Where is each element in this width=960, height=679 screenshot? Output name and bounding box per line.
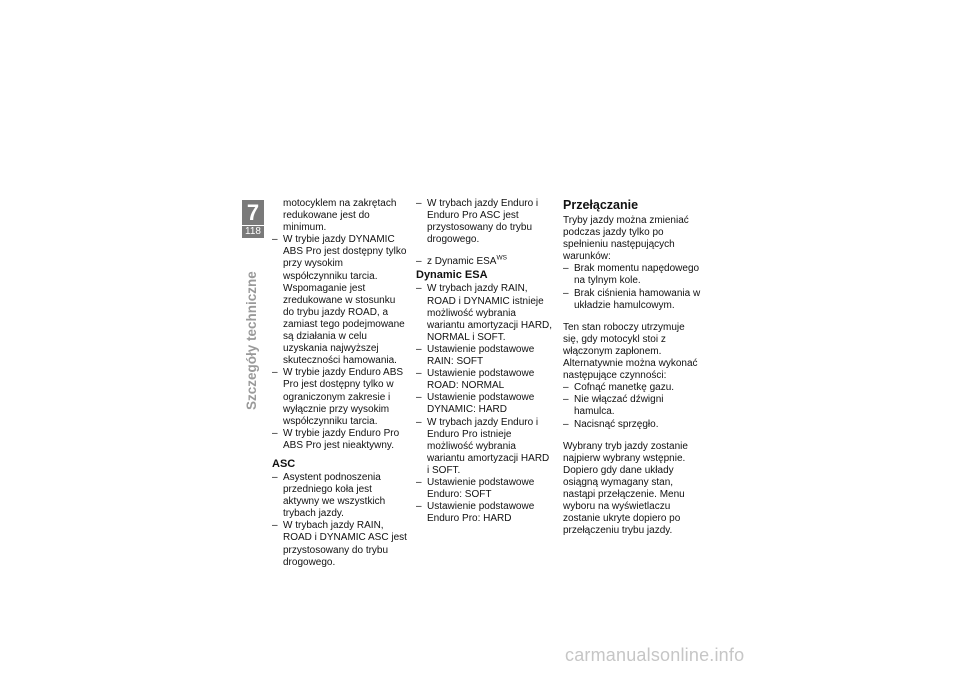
esa-heading: Dynamic ESA: [416, 269, 488, 282]
paragraph: Wybrany tryb jazdy zostanie najpierw wybrany wstępnie. Dopiero gdy dane układy osiągną wymagany stan, nastąpi przełączenie. Menu wyboru na wyświetlaczu zostanie ukryte dopiero po przełączeniu trybu jazdy.: [563, 440, 688, 537]
list-item: – Ustawienie podstawowe Enduro Pro: HARD: [416, 501, 535, 525]
continued-text: motocyklem na zakrętach redukowane jest do minimum.: [283, 198, 397, 234]
list-item: – z Dynamic $ESA^{WS}$: [416, 255, 507, 268]
list-item: – W trybie jazdy Enduro Pro ABS Pro jest nieaktywny.: [272, 427, 400, 451]
esa-condition: [416, 256, 554, 268]
list-item: – Ustawienie podstawowe ROAD: NORMAL: [416, 368, 535, 392]
asc-list: [272, 472, 407, 569]
list-item: – W trybach jazdy Enduro i Enduro Pro istnieje możliwość wybrania wariantu amortyzacji HARD i SOFT.: [416, 416, 550, 476]
page-number: 118: [242, 225, 264, 238]
list-item: – Brak momentu napędowego na tylnym kole.: [563, 263, 700, 287]
list-item: – Cofnąć manetkę gazu.: [563, 382, 675, 394]
chapter-badge: [242, 200, 264, 238]
column-2: [416, 198, 554, 525]
list-item: – Ustawienie podstawowe DYNAMIC: HARD: [416, 392, 535, 416]
list-item: – W trybach jazdy RAIN, ROAD i DYNAMIC ASC jest przystosowany do trybu drogowego.: [272, 520, 407, 568]
list-item: – Ustawienie podstawowe Enduro: SOFT: [416, 476, 535, 501]
actions-list: [563, 382, 703, 430]
chapter-number: 7: [246, 200, 260, 225]
switching-heading: Przełączanie: [563, 198, 639, 212]
asc-heading: ASC: [272, 457, 296, 470]
list-item: – Nacisnąć sprzęgło.: [563, 418, 659, 430]
conditions-list: [563, 263, 703, 311]
list-item: – Nie włączać dźwigni hamulca.: [563, 394, 664, 418]
option-superscript: WS: [496, 255, 507, 263]
paragraph: Ten stan roboczy utrzymuje się, gdy motocykl stoi z włączonym zapłonem. Alternatywnie można wykonać następujące czynności:: [563, 321, 698, 382]
abs-mode-list: [272, 234, 407, 452]
watermark: carmanualsonline.info: [565, 645, 745, 665]
column-3: [563, 198, 703, 537]
list-item: – W trybie jazdy DYNAMIC ABS Pro jest dostępny tylko przy wysokim współczynniku tarcia. Wspomaganie jest zredukowane w stosunku do trybu jazdy ROAD, a zamiast tego podejmowane są działania w celu uzyskania najwyższej skuteczności hamowania.: [272, 234, 407, 367]
chapter-title: Szczegóły techniczne: [244, 271, 259, 410]
asc-continued-list: [416, 198, 554, 246]
paragraph: Tryby jazdy można zmieniać podczas jazdy tylko po spełnieniu następujących warunków:: [563, 215, 689, 263]
list-item: – W trybach jazdy Enduro i Enduro Pro ASC jest przystosowany do trybu drogowego.: [416, 198, 539, 246]
list-item: – W trybach jazdy RAIN, ROAD i DYNAMIC istnieje możliwość wybrania wariantu amortyzacji HARD, NORMAL i SOFT.: [416, 283, 553, 343]
esa-list: [416, 283, 554, 525]
list-item: – Asystent podnoszenia przedniego koła jest aktywny we wszystkich trybach jazdy.: [272, 471, 386, 520]
column-1: [272, 198, 407, 569]
list-item: – Ustawienie podstawowe RAIN: SOFT: [416, 343, 535, 368]
list-item: – W trybie jazdy Enduro ABS Pro jest dostępny tylko w ograniczonym zakresie i wyłącznie przy wysokim współczynniku tarcia.: [272, 367, 404, 427]
list-item: – Brak ciśnienia hamowania w układzie hamulcowym.: [563, 287, 701, 311]
